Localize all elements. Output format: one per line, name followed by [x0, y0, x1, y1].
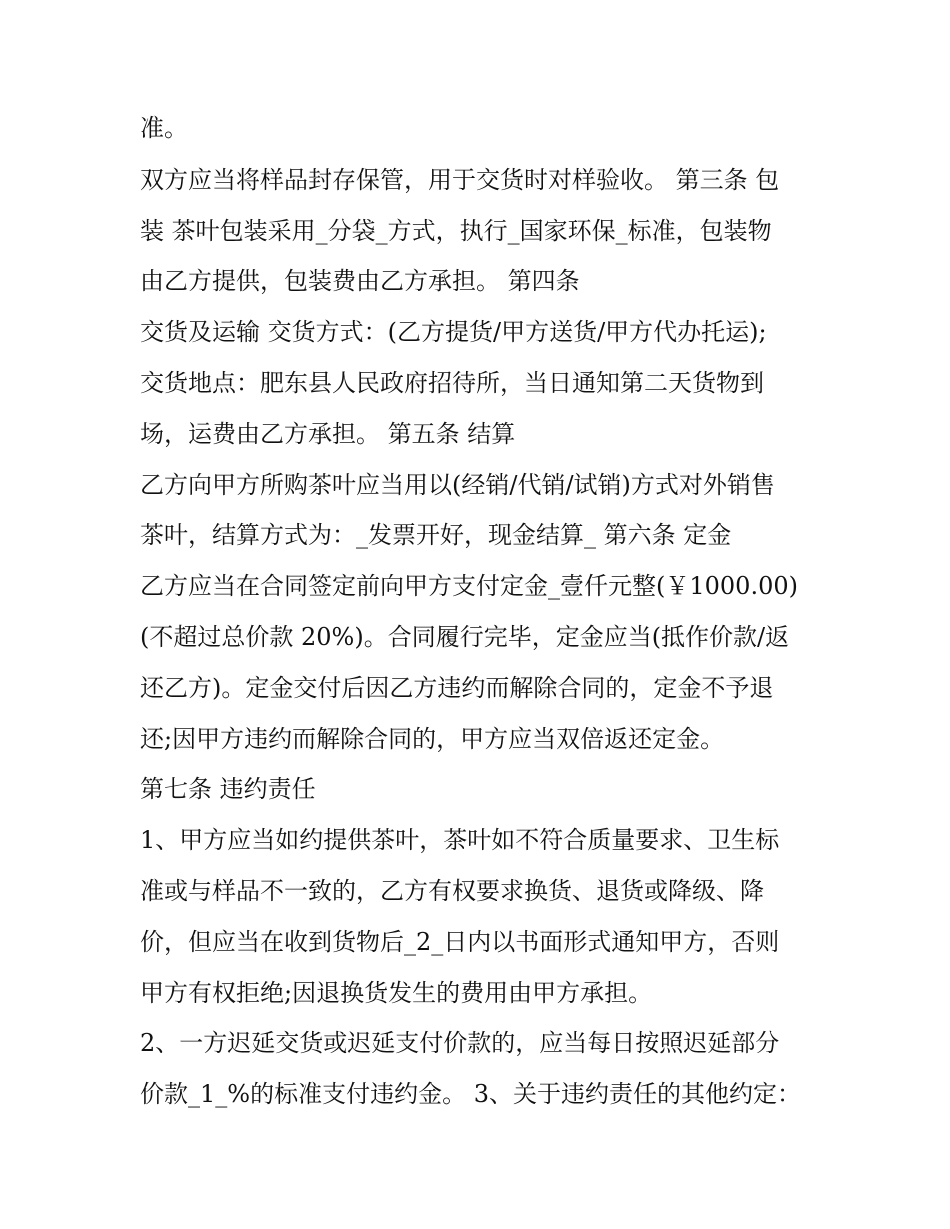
text-line: 场，运费由乙方承担。 第五条 结算 [140, 420, 516, 448]
text-line: 双方应当将样品封存保管，用于交货时对样验收。 第三条 包 [140, 166, 780, 194]
text-line: 由乙方提供，包装费由乙方承担。 第四条 [140, 267, 580, 295]
text-line: 价款_1_%的标准支付违约金。 3、关于违约责任的其他约定： [140, 1080, 801, 1108]
text-line: 乙方向甲方所购茶叶应当用以(经销/代销/试销)方式对外销售 [140, 471, 775, 499]
text-line: 准或与样品不一致的，乙方有权要求换货、退货或降级、降 [140, 877, 764, 905]
text-line: 还乙方)。定金交付后因乙方违约而解除合同的，定金不予退 [140, 674, 774, 702]
text-line: 1、甲方应当如约提供茶叶，茶叶如不符合质量要求、卫生标 [140, 826, 780, 854]
text-line: 2、一方迟延交货或迟延支付价款的，应当每日按照迟延部分 [140, 1029, 780, 1057]
text-line: 乙方应当在合同签定前向甲方支付定金_壹仟元整(￥1000.00) [140, 572, 798, 600]
text-line: 交货及运输 交货方式：(乙方提货/甲方送货/甲方代办托运); [140, 318, 767, 346]
text-line: 价，但应当在收到货物后_2_日内以书面形式通知甲方，否则 [140, 928, 780, 956]
section-heading: 第七条 违约责任 [140, 775, 316, 803]
text-line: 还;因甲方违约而解除合同的，甲方应当双倍返还定金。 [140, 725, 725, 753]
text-line: 准。 [140, 114, 188, 142]
text-line: (不超过总价款 20%)。合同履行完毕，定金应当(抵作价款/返 [140, 623, 790, 651]
text-line: 甲方有权拒绝;因退换货发生的费用由甲方承担。 [140, 979, 653, 1007]
text-line: 茶叶，结算方式为：_发票开好，现金结算_ 第六条 定金 [140, 521, 732, 549]
text-line: 交货地点：肥东县人民政府招待所，当日通知第二天货物到 [140, 369, 764, 397]
text-line: 装 茶叶包装采用_分袋_方式，执行_国家环保_标准，包装物 [140, 217, 772, 245]
